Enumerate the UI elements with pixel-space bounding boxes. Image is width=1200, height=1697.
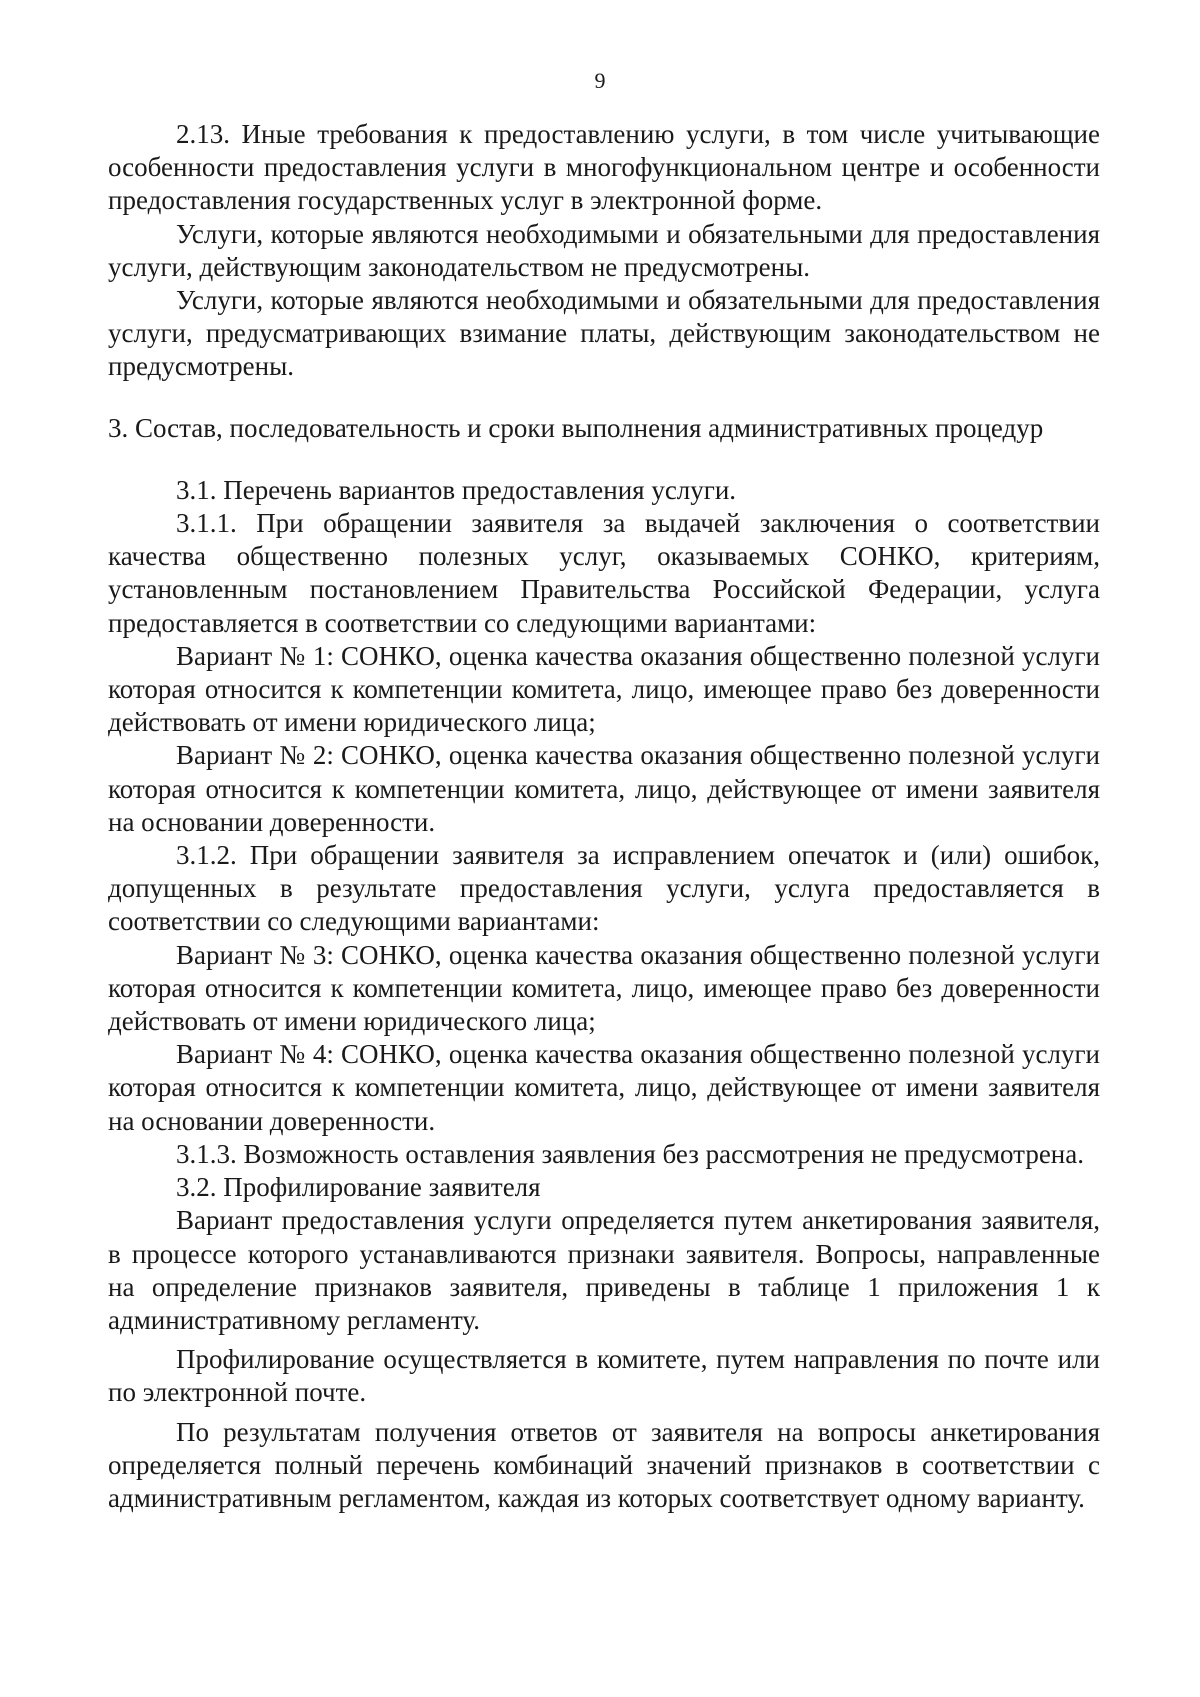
paragraph-profiling-place: Профилирование осуществляется в комитете, путем направления по почте или по электронной почте. (108, 1344, 1100, 1408)
paragraph-2-13: 2.13. Иные требования к предоставлению услуги, в том числе учитывающие особенности предоставления услуги в многофункциональном центре и особенности предоставления государственных услуг в электронной форме. (108, 119, 1100, 216)
paragraph-paid-services: Услуги, которые являются необходимыми и обязательными для предоставления услуги, предусматривающих взимание платы, действующим законодательством не предусмотрены. (108, 285, 1100, 382)
paragraph-required-services: Услуги, которые являются необходимыми и обязательными для предоставления услуги, действующим законодательством не предусмотрены. (108, 218, 1100, 282)
paragraph-3-2: 3.2. Профилирование заявителя (176, 1172, 541, 1203)
paragraph-variant-4: Вариант № 4: СОНКО, оценка качества оказания общественно полезной услуги которая относится к компетенции комитета, лицо, действующее от имени заявителя на основании доверенности. (108, 1039, 1100, 1136)
paragraph-variant-2: Вариант № 2: СОНКО, оценка качества оказания общественно полезной услуги которая относится к компетенции комитета, лицо, действующее от имени заявителя на основании доверенности. (108, 740, 1100, 837)
paragraph-variant-3: Вариант № 3: СОНКО, оценка качества оказания общественно полезной услуги которая относится к компетенции комитета, лицо, имеющее право без доверенности действовать от имени юридического лица; (108, 939, 1100, 1037)
paragraph-3-1-1: 3.1.1. При обращении заявителя за выдачей заключения о соответствии качества общественно полезных услуг, оказываемых СОНКО, критериям, установленным постановлением Правительства Российской Федерации, услуга предоставляется в соответствии со следующими вариантами: (108, 508, 1100, 638)
paragraph-profiling-method: Вариант предоставления услуги определяется путем анкетирования заявителя, в процессе которого устанавливаются признаки заявителя. Вопросы, направленные на определение признаков заявителя, приведены в таблице 1 приложения 1 к административному регламенту. (108, 1205, 1100, 1335)
paragraph-3-1-2: 3.1.2. При обращении заявителя за исправлением опечаток и (или) ошибок, допущенных в результате предоставления услуги, услуга предоставляется в соответствии со следующими вариантами: (108, 840, 1100, 937)
paragraph-3-1: 3.1. Перечень вариантов предоставления услуги. (176, 474, 737, 505)
paragraph-profiling-results: По результатам получения ответов от заявителя на вопросы анкетирования определяется полный перечень комбинаций значений признаков в соответствии с административным регламентом, каждая из которых соответствует одному варианту. (108, 1416, 1100, 1513)
page-number: 9 (594, 68, 606, 93)
paragraph-variant-1: Вариант № 1: СОНКО, оценка качества оказания общественно полезной услуги которая относится к компетенции комитета, лицо, имеющее право без доверенности действовать от имени юридического лица; (108, 640, 1100, 738)
section-heading-3: 3. Состав, последовательность и сроки выполнения административных процедур (108, 412, 1044, 443)
document-body (108, 118, 1100, 1515)
paragraph-3-1-3: 3.1.3. Возможность оставления заявления без рассмотрения не предусмотрена. (176, 1138, 1084, 1169)
